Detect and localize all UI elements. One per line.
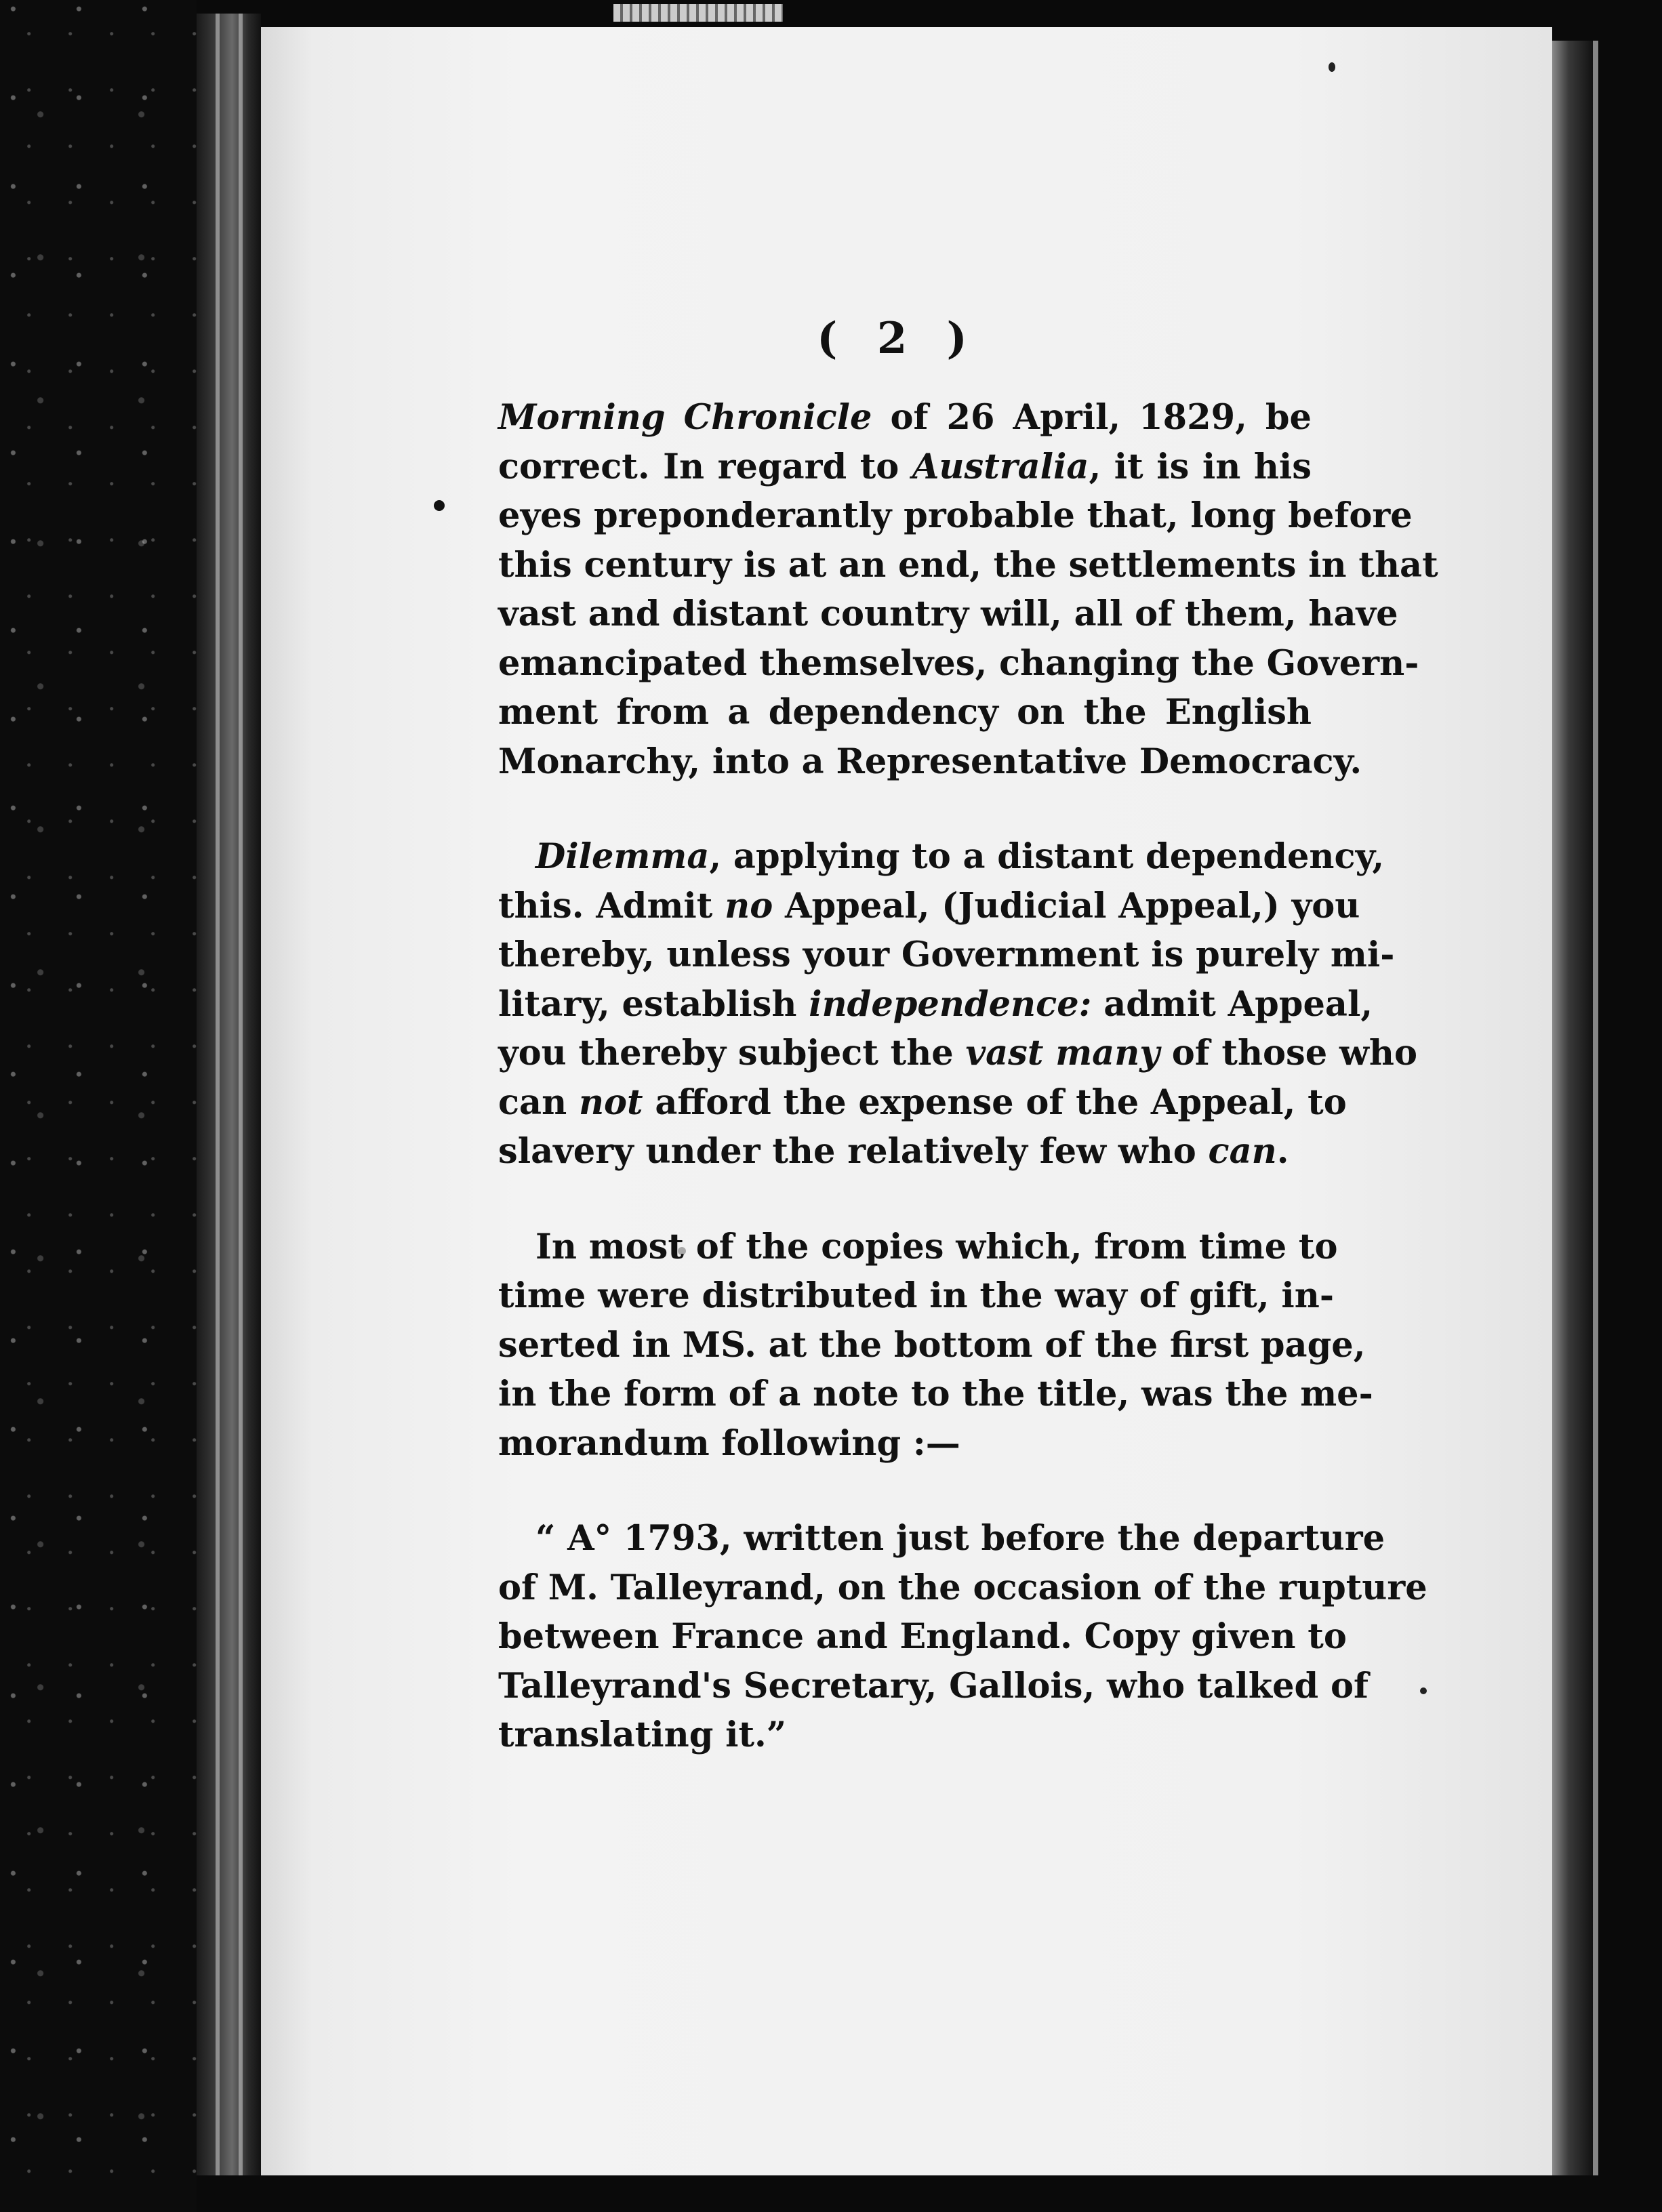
book-spine (197, 14, 261, 2175)
text-line: of M. Talleyrand, on the occasion of the rupture (498, 1567, 1427, 1608)
spine-highlight-line (239, 14, 243, 2175)
left-margin-noise (0, 0, 197, 2212)
text-line: litary, establish independence: admit Appeal, (498, 983, 1373, 1025)
text-line: emancipated themselves, changing the Govern- (498, 642, 1419, 684)
text-line: Monarchy, into a Representative Democracy. (498, 741, 1362, 782)
text-line: morandum following :— (498, 1422, 960, 1464)
spine-highlight-line (216, 14, 220, 2175)
ink-dot (434, 500, 445, 511)
paragraph-australia (498, 393, 1438, 786)
text-line: in the form of a note to the title, was the me- (498, 1374, 1373, 1414)
ink-speck (1420, 1687, 1427, 1694)
page-text (498, 312, 1438, 1806)
ink-speck (1329, 62, 1335, 72)
right-edge-line (1593, 41, 1598, 2175)
paragraph-memorandum-quote (498, 1514, 1427, 1760)
text-line: vast and distant country will, all of them, have (498, 594, 1398, 634)
text-line: between France and England. Copy given to (498, 1616, 1347, 1657)
text-line: Talleyrand's Secretary, Gallois, who talked of (498, 1665, 1369, 1706)
text-line: thereby, unless your Government is purely mi- (498, 935, 1395, 975)
text-line: “ A° 1793, written just before the departure (535, 1518, 1385, 1559)
paragraph-copies (498, 1223, 1373, 1469)
text-line: slavery under the relatively few who can. (498, 1131, 1289, 1172)
text-line: In most of the copies which, from time to (535, 1226, 1338, 1267)
text-line: Morning Chronicle of 26 April, 1829, be (498, 397, 1312, 438)
text-line: serted in MS. at the bottom of the first page, (498, 1324, 1366, 1366)
text-line: you thereby subject the vast many of those who (498, 1033, 1417, 1073)
text-line: translating it.” (498, 1715, 787, 1755)
top-edge-tab (613, 4, 783, 22)
paragraph-dilemma (498, 832, 1417, 1176)
text-line: Dilemma, applying to a distant dependency, (535, 836, 1385, 877)
page-right-edge (1552, 41, 1593, 2175)
text-line: ment from a dependency on the English (498, 692, 1312, 733)
text-line: time were distributed in the way of gift, in- (498, 1275, 1334, 1316)
text-line: this. Admit no Appeal, (Judicial Appeal,) you (498, 885, 1360, 926)
text-line: this century is at an end, the settlements in that (498, 544, 1438, 586)
page-number: ( 2 ) (817, 313, 979, 364)
text-line: eyes preponderantly probable that, long before (498, 495, 1413, 536)
text-line: correct. In regard to Australia, it is in his (498, 446, 1312, 487)
text-line: can not afford the expense of the Appeal, to (498, 1082, 1347, 1123)
